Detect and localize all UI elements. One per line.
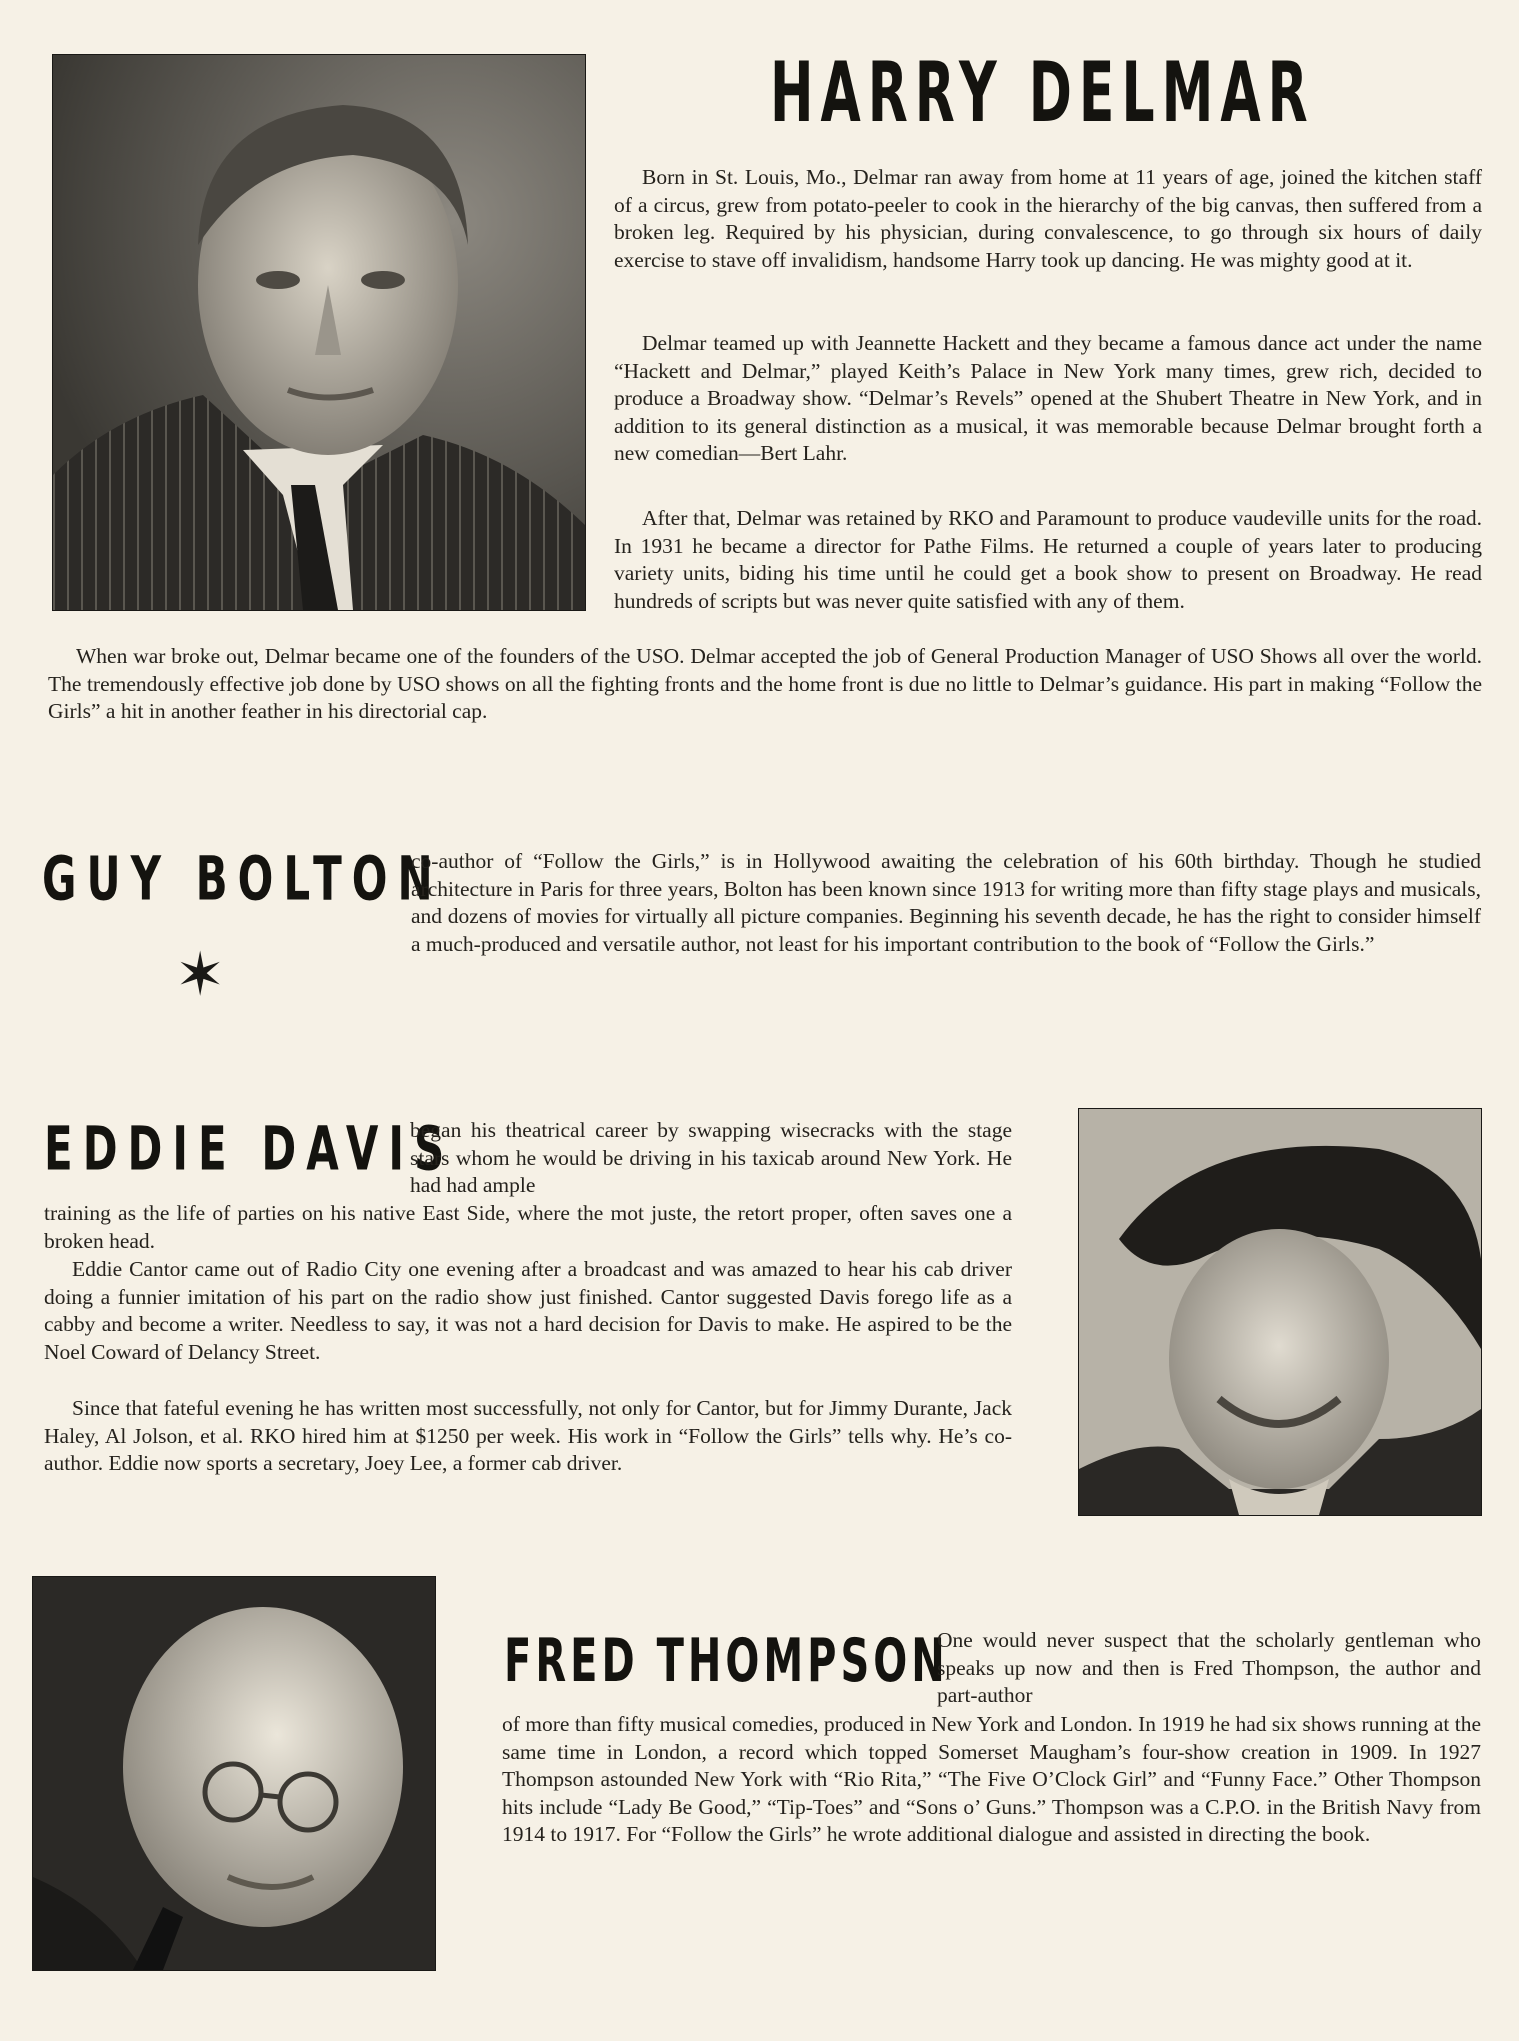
fred-thompson-bio: of more than fifty musical comedies, produced in New York and London. In 1919 he had six shows running at the same time in London, a record which topped Somerset Maugham’s four-show creation in 1909. In 1927 Thompson astounded New York with “Rio Rita,” “The Five O’Clock Girl” and “Funny Face.” Other Thompson hits include “Lady Be Good,” “Tip-Toes” and “Sons o’ Guns.” Thompson was a C.P.O. in the British Navy from 1914 to 1917. For “Follow the Girls” he wrote additional dialogue and assisted in directing the book. (502, 1712, 1481, 1847)
star-icon: ✶ (175, 940, 226, 1010)
eddie-davis-name: EDDIE DAVIS (44, 1113, 455, 1185)
harry-delmar-photo (52, 54, 586, 611)
harry-delmar-paragraph-3: After that, Delmar was retained by RKO and Paramount to produce vaudeville units for the road. In 1931 he became a director for Pathe Films. He returned a couple of years later to producing variety units, biding his time until he could get a book show to present on Broadway. He read hundreds of scripts but was never quite satisfied with any of them. (614, 506, 1482, 613)
guy-bolton-name: GUY BOLTON (42, 843, 443, 915)
guy-bolton-bio: co-author of “Follow the Girls,” is in Hollywood awaiting the celebration of his 60th birthday. Though he studied architecture in Paris for three years, Bolton has been known since 1913 for writing more than fifty stage plays and musicals, and dozens of movies for virtually all picture companies. Beginning his seventh decade, he has the right to consider himself a much-produced and versatile author, not least for his important contribution to the book of “Follow the Girls.” (411, 849, 1481, 956)
fred-thompson-photo (32, 1576, 436, 1971)
eddie-davis-photo (1078, 1108, 1482, 1516)
eddie-davis-intro-continued: training as the life of parties on his native East Side, where the mot juste, the retort proper, often saves one a broken head. (44, 1201, 1012, 1253)
fred-thompson-name: FRED THOMPSON (504, 1627, 949, 1696)
fred-thompson-intro: One would never suspect that the scholarly gentleman who speaks up now and then is Fred Thompson, the author and part-author (937, 1628, 1481, 1708)
eddie-davis-intro: began his theatrical career by swapping wisecracks with the stage stars whom he would be driving in his taxicab around New York. He had had ample (410, 1118, 1012, 1198)
eddie-davis-paragraph-2: Eddie Cantor came out of Radio City one evening after a broadcast and was amazed to hear his cab driver doing a funnier imitation of his part on the radio show just finished. Cantor suggested Davis forego life as a cabby and become a writer. Needless to say, it was not a hard decision for Davis to make. He aspired to be the Noel Coward of Delancy Street. (44, 1257, 1012, 1364)
harry-delmar-name: HARRY DELMAR (770, 46, 1315, 142)
harry-delmar-paragraph-1: Born in St. Louis, Mo., Delmar ran away from home at 11 years of age, joined the kitchen staff of a circus, grew from potato-peeler to cook in the hierarchy of the big canvas, then suffered from a broken leg. Required by his physician, during convalescence, to go through six hours of daily exercise to stave off invalidism, handsome Harry took up dancing. He was mighty good at it. (614, 165, 1482, 272)
harry-delmar-paragraph-2: Delmar teamed up with Jeannette Hackett and they became a famous dance act under the name “Hackett and Delmar,” played Keith’s Palace in New York many times, grew rich, decided to produce a Broadway show. “Delmar’s Revels” opened at the Shubert Theatre in New York, and in addition to its general distinction as a musical, it was memorable because Delmar brought forth a new comedian—Bert Lahr. (614, 331, 1482, 466)
harry-delmar-paragraph-4: When war broke out, Delmar became one of the founders of the USO. Delmar accepted the job of General Production Manager of USO Shows all over the world. The tremendously effective job done by USO shows on all the fighting fronts and the home front is due no little to Delmar’s guidance. His part in making “Follow the Girls” a hit in another feather in his directorial cap. (48, 644, 1482, 724)
eddie-davis-paragraph-3: Since that fateful evening he has written most successfully, not only for Cantor, but for Jimmy Durante, Jack Haley, Al Jolson, et al. RKO hired him at $1250 per week. His work in “Follow the Girls” tells why. He’s co-author. Eddie now sports a secretary, Joey Lee, a former cab driver. (44, 1396, 1012, 1476)
